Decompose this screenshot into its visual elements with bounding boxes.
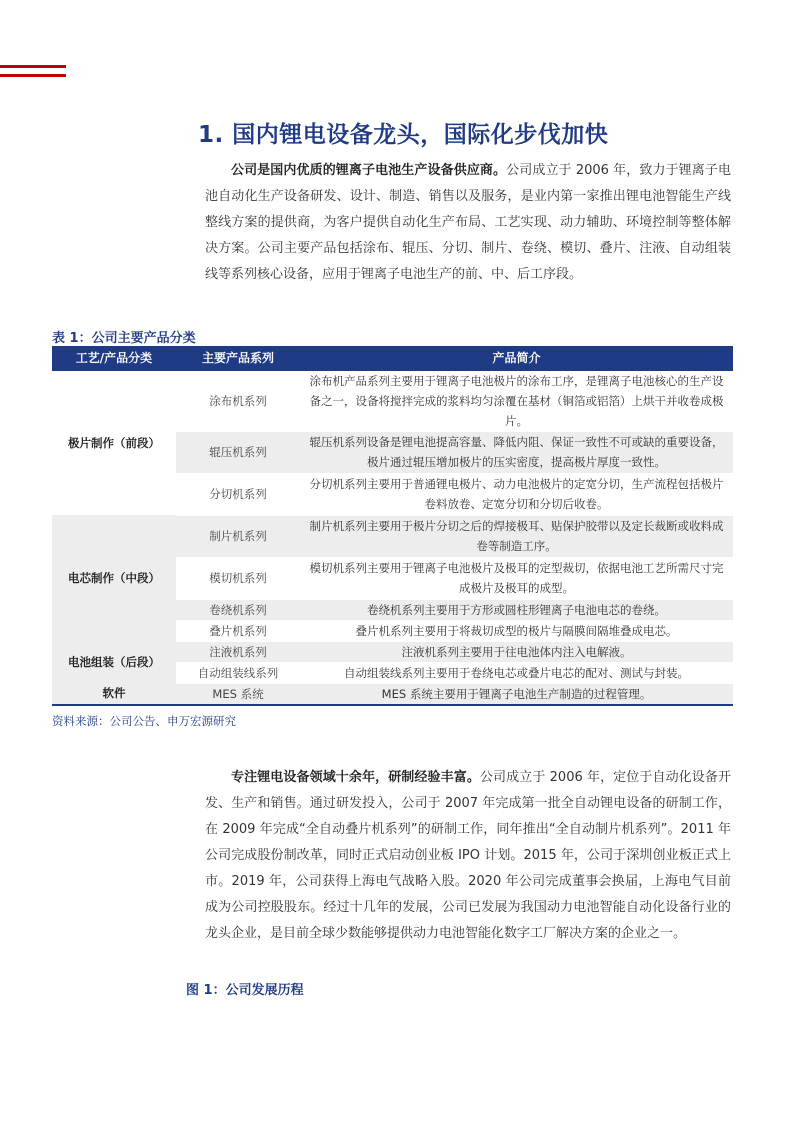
series-cell: 卷绕机系列: [176, 599, 300, 620]
description-cell: MES 系统主要用于锂离子电池生产制造的过程管理。: [300, 683, 733, 705]
description-cell: 模切机系列主要用于锂离子电池极片及极耳的定型裁切，依据电池工艺所需尺寸完成极片及极耳的成型。: [300, 557, 733, 599]
description-cell: 自动组装线系列主要用于卷绕电芯或叠片电芯的配对、测试与封装。: [300, 662, 733, 683]
description-cell: 涂布机产品系列主要用于锂离子电池极片的涂布工序，是锂离子电池核心的生产设备之一，设备将搅拌完成的浆料均匀涂覆在基材（铜箔或铝箔）上烘干并收卷成极片。: [300, 370, 733, 431]
description-cell: 注液机系列主要用于往电池体内注入电解液。: [300, 641, 733, 662]
header-description: 产品简介: [300, 346, 733, 370]
category-middle: 电芯制作（中段）: [52, 515, 176, 641]
history-lead: 专注锂电设备领域十余年，研制经验丰富。: [231, 770, 480, 785]
product-table: [52, 346, 733, 706]
intro-paragraph: [205, 158, 731, 288]
table-caption: 表 1：公司主要产品分类: [52, 331, 196, 346]
description-cell: 叠片机系列主要用于将裁切成型的极片与隔膜间隔堆叠成电芯。: [300, 620, 733, 641]
intro-body: 公司成立于 2006 年，致力于锂离子电池自动化生产设备研发、设计、制造、销售以及服务，是业内第一家推出锂电池智能生产线整线方案的提供商，为客户提供自动化生产布局、工艺实现、动力辅助、环境控制等整体解决方案。公司主要产品包括涂布、辊压、分切、制片、卷绕、模切、叠片、注液、自动组装线等系列核心设备，应用于锂离子电池生产的前、中、后工序段。: [205, 163, 731, 282]
description-cell: 分切机系列主要用于普通锂电极片、动力电池极片的定宽分切，生产流程包括极片卷料放卷、定宽分切和分切后收卷。: [300, 473, 733, 515]
header-category: 工艺/产品分类: [52, 346, 176, 370]
header-series: 主要产品系列: [176, 346, 300, 370]
series-cell: 模切机系列: [176, 557, 300, 599]
series-cell: 注液机系列: [176, 641, 300, 662]
table-row: [52, 641, 733, 662]
category-front: 极片制作（前段）: [52, 370, 176, 515]
section-title: 1. 国内锂电设备龙头，国际化步伐加快: [198, 122, 609, 148]
table-header-row: [52, 346, 733, 370]
figure-caption: 图 1：公司发展历程: [186, 983, 304, 998]
series-cell: 辊压机系列: [176, 431, 300, 473]
header-red-bar-top: [0, 65, 66, 68]
series-cell: 自动组装线系列: [176, 662, 300, 683]
table-row: [52, 370, 733, 431]
category-software: 软件: [52, 683, 176, 705]
intro-lead: 公司是国内优质的锂离子电池生产设备供应商。: [231, 163, 507, 178]
category-back: 电池组装（后段）: [52, 641, 176, 683]
history-body: 公司成立于 2006 年，定位于自动化设备开发、生产和销售。通过研发投入，公司于 2007 年完成第一批全自动锂电设备的研制工作，在 2009 年完成“全自动叠片机系列”的研制工作，同年推出“全自动制片机系列”。2011 年公司完成股份制改革，同时正式启动创业板 IPO 计划。2015 年，公司于深圳创业板正式上市。2019 年，公司获得上海电气战略入股。2020 年公司完成董事会换届，上海电气目前成为公司控股股东。经过十几年的发展，公司已发展为我国动力电池智能自动化设备行业的龙头企业，是目前全球少数能够提供动力电池智能化数字工厂解决方案的企业之一。: [205, 770, 731, 941]
table-row: [52, 515, 733, 557]
description-cell: 辊压机系列设备是锂电池提高容量、降低内阻、保证一致性不可或缺的重要设备，极片通过辊压增加极片的压实密度，提高极片厚度一致性。: [300, 431, 733, 473]
series-cell: MES 系统: [176, 683, 300, 705]
description-cell: 卷绕机系列主要用于方形或圆柱形锂离子电池电芯的卷绕。: [300, 599, 733, 620]
description-cell: 制片机系列主要用于极片分切之后的焊接极耳、贴保护胶带以及定长裁断或收料成卷等制造工序。: [300, 515, 733, 557]
series-cell: 涂布机系列: [176, 370, 300, 431]
series-cell: 分切机系列: [176, 473, 300, 515]
table-row: [52, 683, 733, 705]
history-paragraph: [205, 765, 731, 947]
header-red-bar-bottom: [0, 74, 66, 77]
series-cell: 制片机系列: [176, 515, 300, 557]
table-source: 资料来源：公司公告、申万宏源研究: [52, 714, 236, 728]
series-cell: 叠片机系列: [176, 620, 300, 641]
